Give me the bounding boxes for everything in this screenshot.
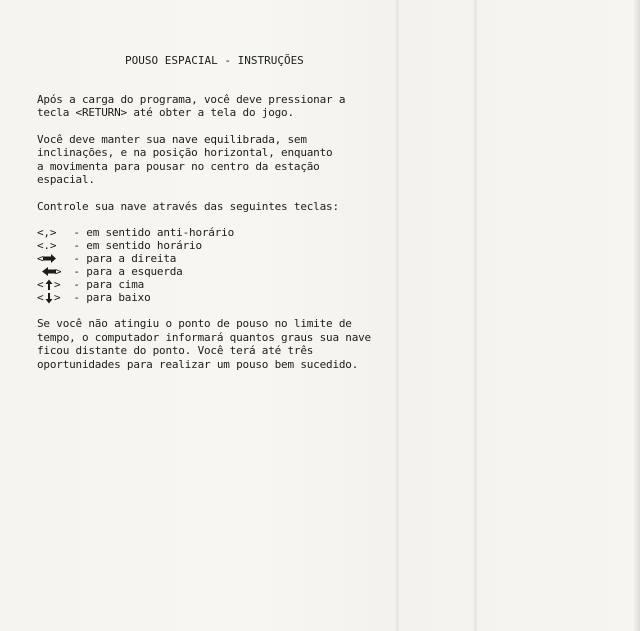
instructions-document [37, 54, 387, 384]
key-list [37, 226, 387, 304]
svg-text:<: < [37, 253, 44, 264]
fold-line [396, 0, 399, 631]
comma-key-label: <,> [37, 225, 57, 239]
svg-text:>: > [54, 278, 61, 291]
key-description: - em sentido horário [67, 238, 202, 252]
key-description: - para cima [67, 277, 145, 291]
key-description: - em sentido anti-horário [67, 225, 234, 239]
svg-text:<: < [37, 278, 44, 291]
controls-heading: Controle sua nave através das seguintes teclas: [37, 199, 339, 213]
page-edge [634, 0, 640, 631]
key-description: - para a direita [67, 251, 177, 265]
arrow-up-key-icon [37, 279, 67, 291]
key-item-down [37, 291, 387, 304]
key-item-up [37, 278, 387, 291]
document-title: POUSO ESPACIAL - INSTRUÇÕES [125, 54, 304, 67]
svg-text:<: < [37, 291, 44, 304]
svg-text:>: > [54, 291, 61, 304]
key-description: - para baixo [67, 290, 151, 304]
arrow-right-key-icon [37, 253, 67, 264]
period-key-label: <.> [37, 238, 57, 252]
closing-paragraph: Se você não atingiu o ponto de pouso no limite de tempo, o computador informará quantos graus sua nave ficou distante do ponto. Você terá até três oportunidades para realizar um pouso bem sucedido. [37, 317, 371, 371]
fold-line [474, 0, 477, 631]
key-item-right [37, 252, 387, 265]
key-description: - para a esquerda [67, 264, 183, 278]
arrow-left-key-icon [37, 266, 67, 277]
intro-paragraph: Após a carga do programa, você deve pressionar a tecla <RETURN> até obter a tela do jogo. [37, 92, 346, 119]
arrow-down-key-icon [37, 292, 67, 304]
key-item-counterclockwise [37, 226, 387, 239]
svg-text:>: > [55, 266, 61, 277]
objective-paragraph: Você deve manter sua nave equilibrada, sem inclinações, e na posição horizontal, enquanto a movimenta para pousar no centro da estação espacial. [37, 132, 333, 186]
key-item-left [37, 265, 387, 278]
key-item-clockwise [37, 239, 387, 252]
